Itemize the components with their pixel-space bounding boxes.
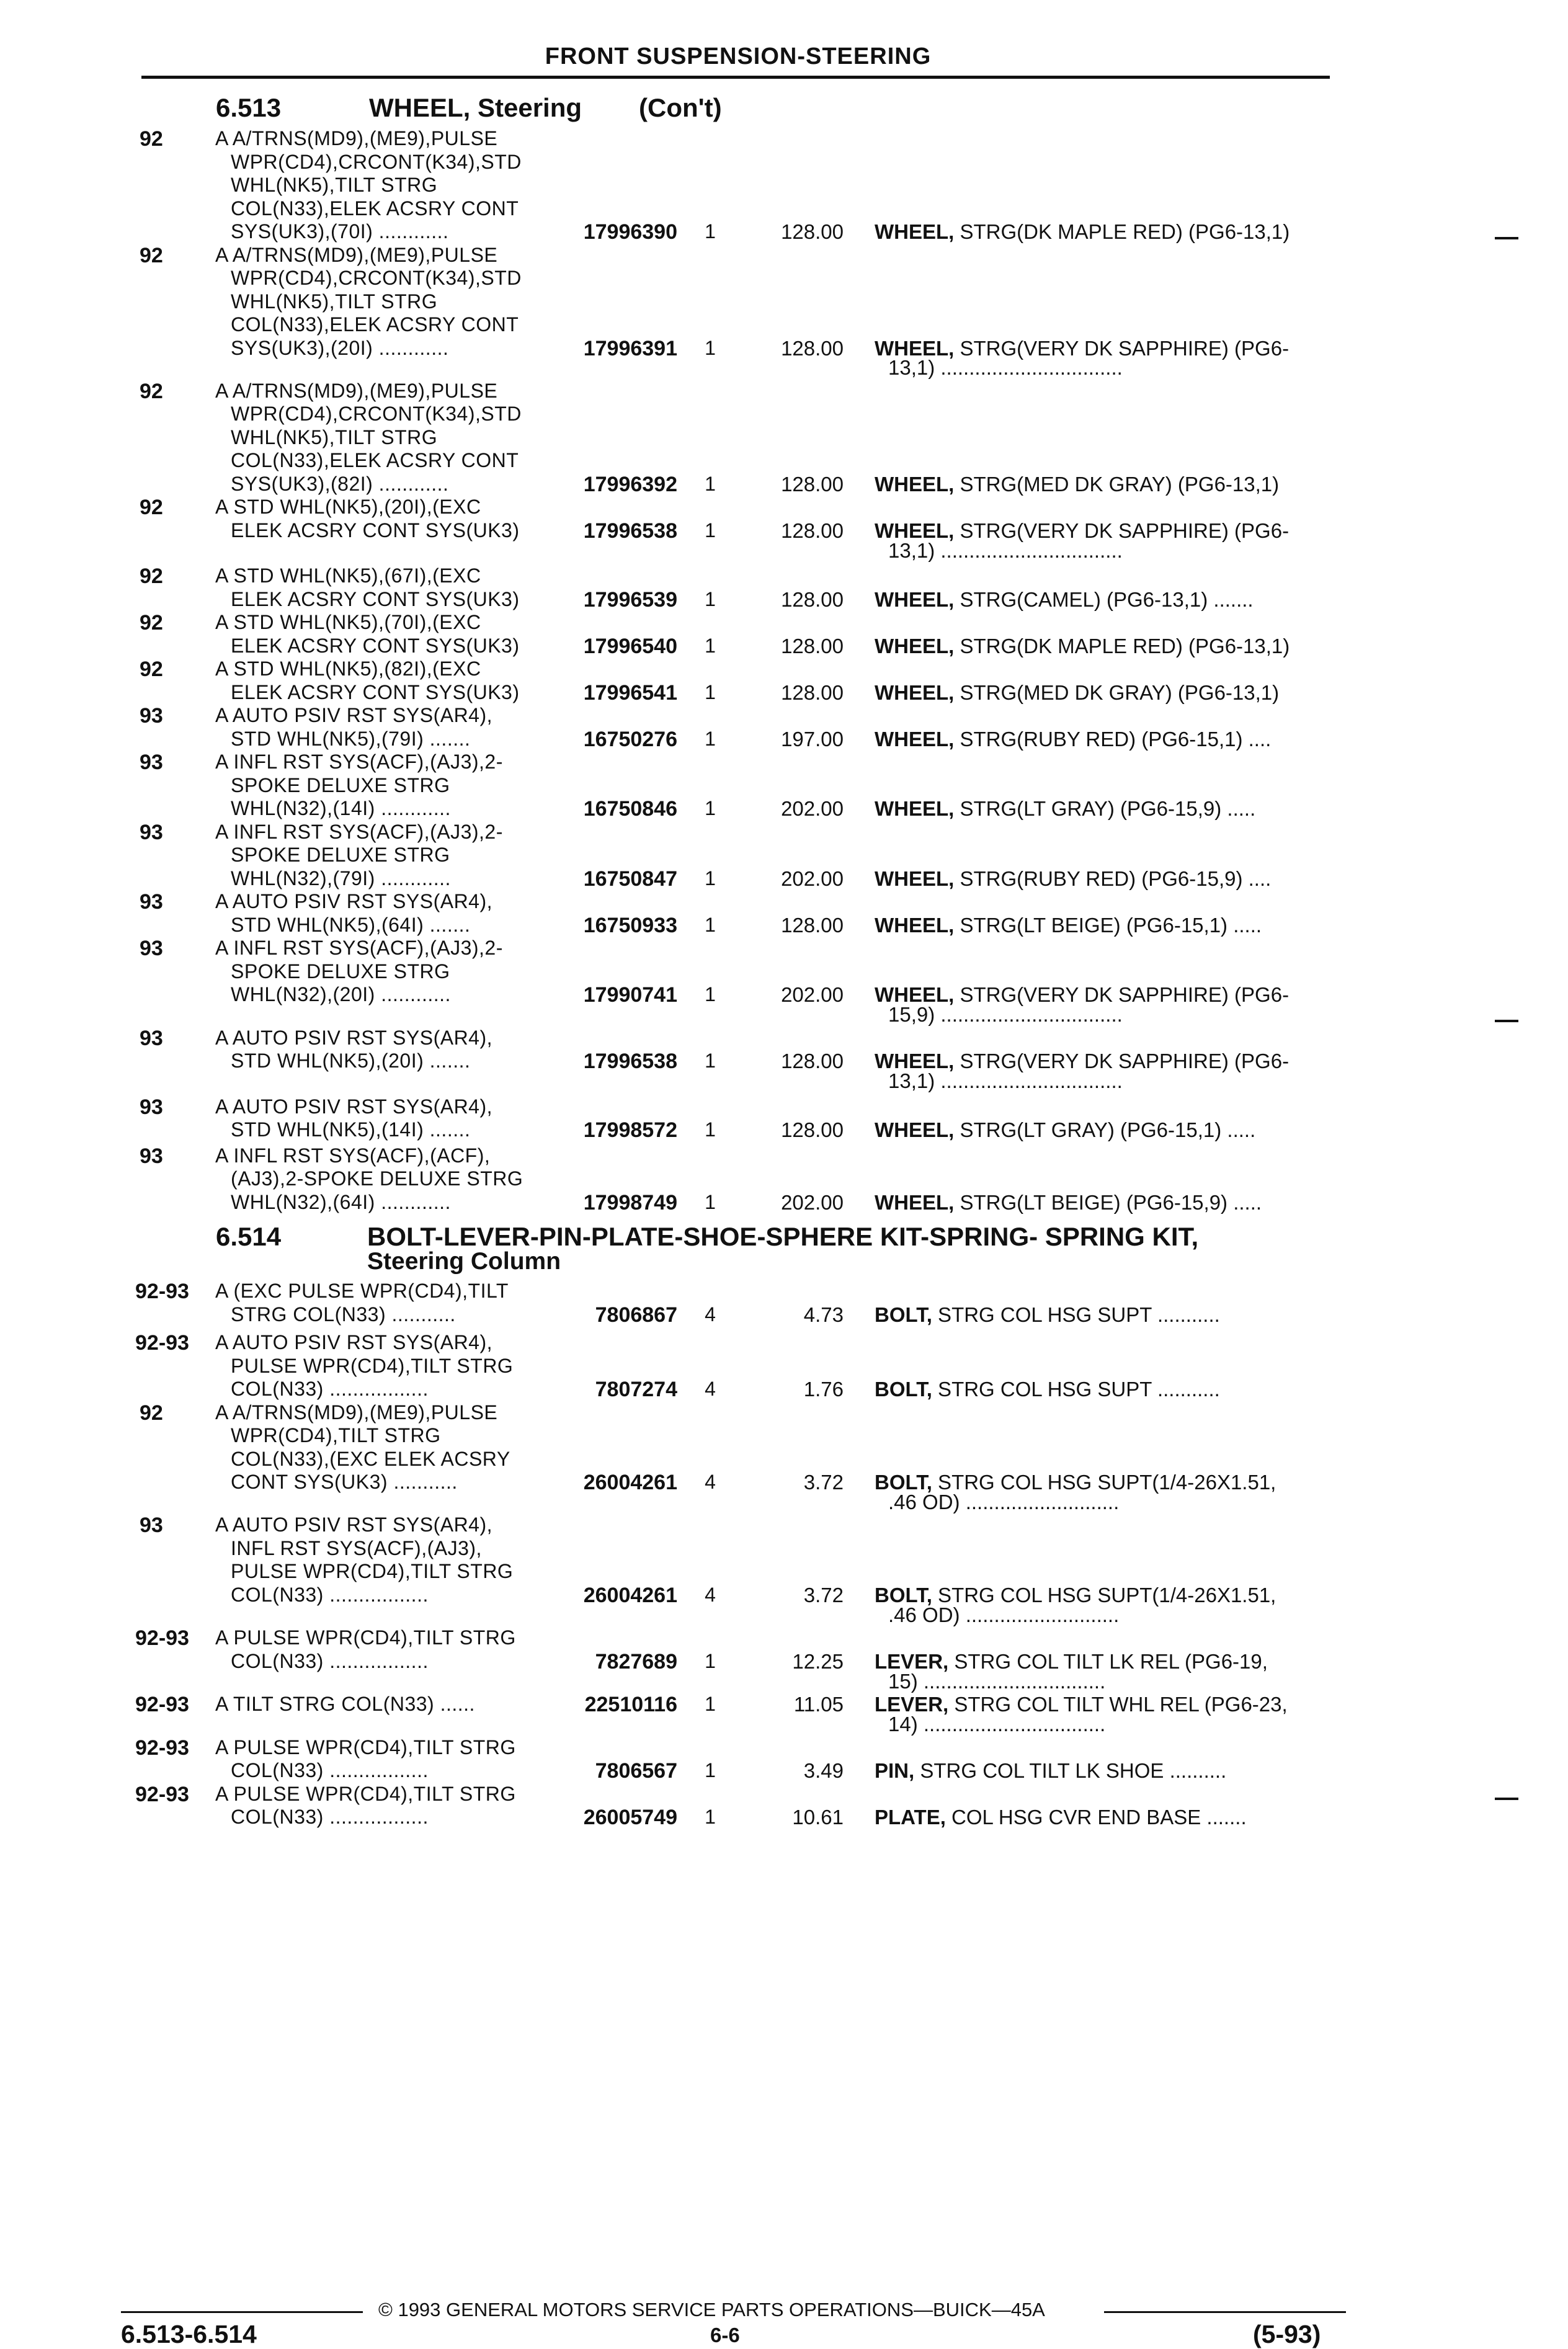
usage-line: A PULSE WPR(CD4),TILT STRG bbox=[215, 1736, 516, 1758]
part-detail: STRG(LT BEIGE) (PG6-15,9) ..... bbox=[954, 1190, 1262, 1214]
part-number: 17996540 bbox=[583, 634, 677, 658]
usage-line: CONT SYS(UK3) ........... bbox=[231, 1471, 458, 1493]
model-year: 92-93 bbox=[135, 1782, 189, 1806]
usage-line: A STD WHL(NK5),(70I),(EXC bbox=[215, 611, 481, 634]
part-description-cont: 13,1) ................................ bbox=[888, 538, 1123, 562]
part-number: 16750847 bbox=[583, 867, 677, 891]
usage-line: INFL RST SYS(ACF),(AJ3), bbox=[231, 1536, 482, 1559]
part-number: 26004261 bbox=[583, 1583, 677, 1607]
usage-line: A PULSE WPR(CD4),TILT STRG bbox=[215, 1626, 516, 1649]
footer-section-range: 6.513-6.514 bbox=[121, 2320, 257, 2348]
usage-line: A AUTO PSIV RST SYS(AR4), bbox=[215, 1513, 493, 1536]
footer-date-code: (5-93) bbox=[1253, 2320, 1321, 2348]
part-type: WHEEL, bbox=[875, 587, 955, 611]
usage-line: ELEK ACSRY CONT SYS(UK3) bbox=[231, 519, 520, 542]
price: 3.72 bbox=[803, 1471, 844, 1494]
section-subtitle: Steering Column bbox=[367, 1248, 561, 1275]
usage-line: A AUTO PSIV RST SYS(AR4), bbox=[215, 1026, 493, 1049]
quantity: 1 bbox=[705, 1806, 716, 1828]
usage-line: A INFL RST SYS(ACF),(AJ3),2- bbox=[215, 937, 503, 960]
part-number: 7807274 bbox=[595, 1378, 677, 1401]
usage-line: A INFL RST SYS(ACF),(AJ3),2- bbox=[215, 820, 503, 843]
usage-line: A A/TRNS(MD9),(ME9),PULSE bbox=[215, 379, 498, 402]
part-type: WHEEL, bbox=[875, 727, 955, 751]
part-description-cont: 13,1) ................................ bbox=[888, 356, 1123, 380]
model-year: 92-93 bbox=[135, 1626, 189, 1651]
part-type: WHEEL, bbox=[875, 634, 955, 657]
usage-line: COL(N33) ................. bbox=[231, 1759, 429, 1781]
part-type: PLATE, bbox=[875, 1806, 946, 1829]
usage-line: COL(N33),(EXC ELEK ACSRY bbox=[231, 1447, 510, 1470]
part-type: BOLT, bbox=[875, 1471, 932, 1494]
usage-line: A AUTO PSIV RST SYS(AR4), bbox=[215, 890, 493, 913]
quantity: 4 bbox=[705, 1471, 716, 1493]
quantity: 1 bbox=[705, 1190, 716, 1213]
model-year: 93 bbox=[140, 890, 163, 914]
price: 128.00 bbox=[781, 634, 844, 657]
part-description bbox=[875, 1759, 1226, 1783]
usage-line: SYS(UK3),(70I) ............ bbox=[231, 220, 449, 243]
usage-line: A INFL RST SYS(ACF),(AJ3),2- bbox=[215, 751, 503, 773]
usage-line: WHL(NK5),TILT STRG bbox=[231, 174, 438, 196]
usage-line: WPR(CD4),TILT STRG bbox=[231, 1424, 441, 1446]
usage-line: A STD WHL(NK5),(82I),(EXC bbox=[215, 657, 481, 680]
model-year: 93 bbox=[140, 1513, 163, 1538]
quantity: 1 bbox=[705, 983, 716, 1006]
part-description-cont: .46 OD) ........................... bbox=[888, 1490, 1120, 1513]
quantity: 1 bbox=[705, 1118, 716, 1141]
usage-line: A INFL RST SYS(ACF),(ACF), bbox=[215, 1144, 491, 1167]
part-detail: STRG(RUBY RED) (PG6-15,9) .... bbox=[954, 867, 1272, 890]
part-type: PIN, bbox=[875, 1759, 915, 1782]
part-description bbox=[875, 867, 1271, 891]
price: 128.00 bbox=[781, 1050, 844, 1073]
footer-rule-right bbox=[1104, 2311, 1346, 2313]
usage-line: WHL(N32),(14I) ............ bbox=[231, 797, 451, 820]
quantity: 1 bbox=[705, 913, 716, 936]
price: 202.00 bbox=[781, 867, 844, 890]
part-description bbox=[875, 1303, 1220, 1327]
quantity: 1 bbox=[705, 727, 716, 750]
price: 128.00 bbox=[781, 680, 844, 704]
model-year: 93 bbox=[140, 751, 163, 775]
part-description bbox=[875, 1378, 1220, 1401]
part-detail: STRG(VERY DK SAPPHIRE) (PG6- bbox=[954, 519, 1290, 542]
price: 202.00 bbox=[781, 983, 844, 1007]
part-number: 7806567 bbox=[595, 1759, 677, 1783]
usage-line: SYS(UK3),(20I) ............ bbox=[231, 336, 449, 359]
part-type: WHEEL, bbox=[875, 1118, 955, 1141]
part-type: BOLT, bbox=[875, 1583, 932, 1607]
header-rule bbox=[141, 76, 1330, 79]
page-title: FRONT SUSPENSION-STEERING bbox=[545, 43, 932, 69]
price: 128.00 bbox=[781, 220, 844, 243]
part-number: 17996538 bbox=[583, 519, 677, 543]
price: 202.00 bbox=[781, 797, 844, 821]
usage-line: WPR(CD4),CRCONT(K34),STD bbox=[231, 403, 522, 426]
model-year: 92 bbox=[140, 496, 163, 520]
usage-line: A STD WHL(NK5),(20I),(EXC bbox=[215, 496, 481, 519]
quantity: 4 bbox=[705, 1583, 716, 1606]
part-description-cont: 15,9) ................................ bbox=[888, 1003, 1123, 1027]
price: 4.73 bbox=[803, 1303, 844, 1326]
quantity: 1 bbox=[705, 587, 716, 610]
part-description-cont: 15) ................................ bbox=[888, 1669, 1106, 1693]
quantity: 1 bbox=[705, 634, 716, 657]
quantity: 1 bbox=[705, 797, 716, 820]
model-year: 92 bbox=[140, 127, 163, 151]
usage-line: STD WHL(NK5),(14I) ....... bbox=[231, 1118, 471, 1141]
part-number: 17998749 bbox=[583, 1190, 677, 1215]
part-type: WHEEL, bbox=[875, 983, 955, 1007]
part-type: LEVER, bbox=[875, 1649, 949, 1673]
part-detail: STRG(DK MAPLE RED) (PG6-13,1) bbox=[954, 634, 1290, 657]
part-number: 17998572 bbox=[583, 1118, 677, 1142]
part-description bbox=[875, 797, 1255, 821]
section-suffix: (Con't) bbox=[639, 93, 722, 122]
part-type: WHEEL, bbox=[875, 472, 955, 496]
usage-line: SPOKE DELUXE STRG bbox=[231, 844, 450, 867]
price: 12.25 bbox=[792, 1649, 844, 1673]
quantity: 1 bbox=[705, 1693, 716, 1716]
part-detail: STRG COL TILT LK REL (PG6-19, bbox=[948, 1649, 1268, 1673]
price: 11.05 bbox=[793, 1693, 844, 1716]
part-detail: STRG(LT GRAY) (PG6-15,1) ..... bbox=[954, 1118, 1256, 1141]
margin-mark bbox=[1495, 1798, 1518, 1800]
price: 202.00 bbox=[781, 1190, 844, 1214]
quantity: 1 bbox=[705, 519, 716, 542]
usage-line: COL(N33) ................. bbox=[231, 1649, 429, 1672]
usage-line: (AJ3),2-SPOKE DELUXE STRG bbox=[231, 1167, 523, 1190]
part-detail: STRG(RUBY RED) (PG6-15,1) .... bbox=[954, 727, 1272, 751]
price: 128.00 bbox=[781, 472, 844, 496]
part-type: LEVER, bbox=[875, 1693, 949, 1716]
model-year: 92-93 bbox=[135, 1331, 189, 1355]
price: 10.61 bbox=[792, 1806, 844, 1829]
part-number: 22510116 bbox=[584, 1693, 677, 1717]
part-type: WHEEL, bbox=[875, 913, 955, 937]
part-type: WHEEL, bbox=[875, 680, 955, 704]
section-number: 6.513 bbox=[216, 93, 282, 122]
part-number: 17996541 bbox=[583, 680, 677, 705]
part-type: BOLT, bbox=[875, 1303, 932, 1326]
part-number: 17990741 bbox=[583, 983, 677, 1007]
usage-line: STD WHL(NK5),(64I) ....... bbox=[231, 913, 471, 936]
quantity: 1 bbox=[705, 680, 716, 703]
price: 128.00 bbox=[781, 913, 844, 937]
part-description bbox=[875, 1806, 1247, 1829]
usage-line: A AUTO PSIV RST SYS(AR4), bbox=[215, 1331, 493, 1353]
part-detail: COL HSG CVR END BASE ....... bbox=[945, 1806, 1247, 1829]
usage-line: A AUTO PSIV RST SYS(AR4), bbox=[215, 704, 493, 727]
usage-line: STD WHL(NK5),(79I) ....... bbox=[231, 727, 471, 750]
section-title: WHEEL, Steering bbox=[369, 93, 582, 122]
usage-line: COL(N33),ELEK ACSRY CONT bbox=[231, 313, 519, 336]
part-detail: STRG(VERY DK SAPPHIRE) (PG6- bbox=[954, 336, 1290, 360]
quantity: 1 bbox=[705, 220, 716, 243]
part-detail: STRG(LT GRAY) (PG6-15,9) ..... bbox=[954, 797, 1256, 821]
usage-line: WHL(N32),(20I) ............ bbox=[231, 983, 451, 1006]
model-year: 92 bbox=[140, 611, 163, 635]
part-description bbox=[875, 220, 1290, 244]
part-type: WHEEL, bbox=[875, 867, 955, 890]
usage-line: WPR(CD4),CRCONT(K34),STD bbox=[231, 150, 522, 173]
part-type: WHEEL, bbox=[875, 1190, 955, 1214]
part-number: 16750846 bbox=[583, 797, 677, 821]
part-number: 7806867 bbox=[595, 1303, 677, 1327]
quantity: 1 bbox=[705, 472, 716, 495]
price: 197.00 bbox=[781, 727, 844, 751]
usage-line: COL(N33) ................. bbox=[231, 1583, 429, 1606]
usage-line: A A/TRNS(MD9),(ME9),PULSE bbox=[215, 243, 498, 266]
price: 128.00 bbox=[781, 587, 844, 611]
part-description bbox=[875, 1191, 1262, 1215]
part-description bbox=[875, 728, 1271, 751]
part-detail: STRG(LT BEIGE) (PG6-15,1) ..... bbox=[954, 913, 1262, 937]
usage-line: A TILT STRG COL(N33) ...... bbox=[215, 1693, 475, 1716]
margin-mark bbox=[1495, 237, 1518, 239]
price: 128.00 bbox=[781, 519, 844, 542]
part-description bbox=[875, 681, 1279, 705]
usage-line: A PULSE WPR(CD4),TILT STRG bbox=[215, 1782, 516, 1805]
part-detail: STRG COL HSG SUPT(1/4-26X1.51, bbox=[932, 1471, 1276, 1494]
part-number: 17996392 bbox=[583, 472, 677, 496]
usage-line: PULSE WPR(CD4),TILT STRG bbox=[231, 1354, 514, 1377]
usage-line: WPR(CD4),CRCONT(K34),STD bbox=[231, 267, 522, 289]
part-description bbox=[875, 635, 1290, 658]
usage-line: PULSE WPR(CD4),TILT STRG bbox=[231, 1560, 514, 1583]
part-number: 17996391 bbox=[583, 336, 677, 360]
part-description bbox=[875, 1118, 1255, 1142]
usage-line: ELEK ACSRY CONT SYS(UK3) bbox=[231, 587, 520, 610]
model-year: 93 bbox=[140, 704, 163, 728]
price: 3.72 bbox=[803, 1583, 844, 1607]
price: 128.00 bbox=[781, 1118, 844, 1141]
model-year: 92-93 bbox=[135, 1736, 189, 1760]
part-detail: STRG COL TILT LK SHOE .......... bbox=[914, 1759, 1227, 1782]
model-year: 93 bbox=[140, 1095, 163, 1119]
part-number: 17996539 bbox=[583, 587, 677, 612]
part-type: BOLT, bbox=[875, 1378, 932, 1401]
model-year: 93 bbox=[140, 1144, 163, 1168]
model-year: 92-93 bbox=[135, 1693, 189, 1717]
usage-line: COL(N33),ELEK ACSRY CONT bbox=[231, 449, 519, 472]
part-detail: STRG(DK MAPLE RED) (PG6-13,1) bbox=[954, 220, 1290, 243]
margin-mark bbox=[1495, 1020, 1518, 1022]
price: 3.49 bbox=[803, 1759, 844, 1782]
model-year: 92 bbox=[140, 657, 163, 682]
section-number: 6.514 bbox=[216, 1222, 282, 1251]
usage-line: WHL(NK5),TILT STRG bbox=[231, 426, 438, 448]
usage-line: A (EXC PULSE WPR(CD4),TILT bbox=[215, 1280, 509, 1302]
part-description-cont: 13,1) ................................ bbox=[888, 1069, 1123, 1092]
usage-line: STRG COL(N33) ........... bbox=[231, 1303, 456, 1326]
usage-line: ELEK ACSRY CONT SYS(UK3) bbox=[231, 634, 520, 657]
part-detail: STRG COL HSG SUPT ........... bbox=[932, 1378, 1220, 1401]
usage-line: SPOKE DELUXE STRG bbox=[231, 960, 450, 983]
part-number: 16750933 bbox=[583, 913, 677, 937]
usage-line: COL(N33) ................. bbox=[231, 1378, 429, 1400]
usage-line: STD WHL(NK5),(20I) ....... bbox=[231, 1050, 471, 1072]
usage-line: COL(N33),ELEK ACSRY CONT bbox=[231, 197, 519, 220]
price: 1.76 bbox=[803, 1378, 844, 1401]
part-type: WHEEL, bbox=[875, 519, 955, 542]
part-type: WHEEL, bbox=[875, 336, 955, 360]
part-detail: STRG COL HSG SUPT ........... bbox=[932, 1303, 1220, 1326]
part-type: WHEEL, bbox=[875, 1050, 955, 1073]
quantity: 4 bbox=[705, 1378, 716, 1400]
model-year: 92 bbox=[140, 379, 163, 403]
quantity: 1 bbox=[705, 867, 716, 889]
usage-line: ELEK ACSRY CONT SYS(UK3) bbox=[231, 680, 520, 703]
model-year: 93 bbox=[140, 937, 163, 961]
quantity: 1 bbox=[705, 1649, 716, 1672]
part-description bbox=[875, 914, 1262, 937]
quantity: 1 bbox=[705, 1050, 716, 1072]
part-description-cont: 14) ................................ bbox=[888, 1713, 1106, 1736]
usage-line: A A/TRNS(MD9),(ME9),PULSE bbox=[215, 127, 498, 149]
footer-copyright: © 1993 GENERAL MOTORS SERVICE PARTS OPERATIONS—BUICK—45A bbox=[378, 2299, 1045, 2320]
footer-rule-left bbox=[121, 2311, 363, 2313]
part-number: 17996390 bbox=[583, 220, 677, 244]
model-year: 92 bbox=[140, 1401, 163, 1425]
usage-line: A A/TRNS(MD9),(ME9),PULSE bbox=[215, 1401, 498, 1424]
part-number: 26005749 bbox=[583, 1806, 677, 1829]
part-type: WHEEL, bbox=[875, 220, 955, 243]
footer-page-number: 6-6 bbox=[710, 2324, 740, 2347]
usage-line: A AUTO PSIV RST SYS(AR4), bbox=[215, 1095, 493, 1118]
model-year: 93 bbox=[140, 820, 163, 844]
part-description bbox=[875, 473, 1279, 496]
model-year: 92-93 bbox=[135, 1280, 189, 1303]
usage-line: WHL(N32),(64I) ............ bbox=[231, 1190, 451, 1213]
usage-line: WHL(NK5),TILT STRG bbox=[231, 290, 438, 313]
usage-line: WHL(N32),(79I) ............ bbox=[231, 867, 451, 889]
part-detail: STRG COL TILT WHL REL (PG6-23, bbox=[948, 1693, 1288, 1716]
usage-line: SPOKE DELUXE STRG bbox=[231, 773, 450, 796]
usage-line: SYS(UK3),(82I) ............ bbox=[231, 472, 449, 495]
quantity: 4 bbox=[705, 1303, 716, 1326]
part-detail: STRG COL HSG SUPT(1/4-26X1.51, bbox=[932, 1583, 1276, 1607]
model-year: 93 bbox=[140, 1026, 163, 1050]
part-detail: STRG(VERY DK SAPPHIRE) (PG6- bbox=[954, 1050, 1290, 1073]
part-description bbox=[875, 588, 1254, 612]
usage-line: A STD WHL(NK5),(67I),(EXC bbox=[215, 564, 481, 587]
part-detail: STRG(VERY DK SAPPHIRE) (PG6- bbox=[954, 983, 1290, 1007]
part-number: 26004261 bbox=[583, 1471, 677, 1494]
part-number: 7827689 bbox=[595, 1649, 677, 1674]
part-description-cont: .46 OD) ........................... bbox=[888, 1603, 1120, 1626]
quantity: 1 bbox=[705, 1759, 716, 1781]
part-detail: STRG(MED DK GRAY) (PG6-13,1) bbox=[954, 680, 1280, 704]
part-type: WHEEL, bbox=[875, 797, 955, 821]
price: 128.00 bbox=[781, 336, 844, 360]
part-number: 17996538 bbox=[583, 1050, 677, 1074]
usage-line: COL(N33) ................. bbox=[231, 1806, 429, 1828]
model-year: 92 bbox=[140, 564, 163, 589]
part-detail: STRG(MED DK GRAY) (PG6-13,1) bbox=[954, 472, 1280, 496]
quantity: 1 bbox=[705, 336, 716, 359]
part-number: 16750276 bbox=[583, 727, 677, 751]
part-detail: STRG(CAMEL) (PG6-13,1) ....... bbox=[954, 587, 1254, 611]
section-title: BOLT-LEVER-PIN-PLATE-SHOE-SPHERE KIT-SPRING- SPRING KIT, bbox=[367, 1222, 1199, 1251]
model-year: 92 bbox=[140, 243, 163, 267]
